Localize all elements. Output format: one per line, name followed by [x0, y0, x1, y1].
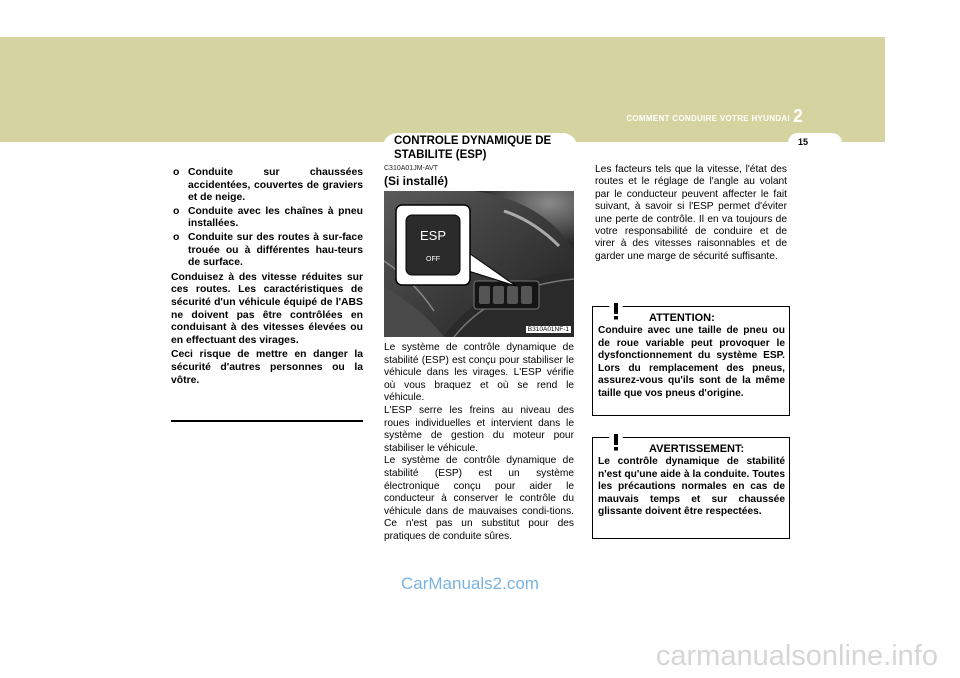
bullet-marker: o [173, 167, 180, 178]
page-gutter [885, 37, 960, 678]
subheading: (Si installé) [384, 174, 449, 188]
warning-triangle-icon [601, 427, 631, 453]
list-item [171, 206, 363, 231]
reference-code: C310A01JM-AVT [384, 165, 438, 172]
page-number: 15 [798, 137, 809, 147]
paragraph: Le système de contrôle dynamique de stabilité (ESP) est un système électronique conçu pour aider le conducteur à conserver le contrôle du véhicule dans de mauvaises condi-tions. Ce n'est pas un substitut pour des pratiques de conduite sûres. [384, 455, 574, 542]
left-column [171, 167, 363, 422]
switch-panel [474, 281, 539, 309]
dashboard-illustration [384, 191, 574, 337]
warning-body: Le contrôle dynamique de stabilité n'est qu'une aide à la conduite. Toutes les précautions normales en cas de mauvais temps et sur chaussée glissante doivent être respectées. [598, 456, 785, 518]
esp-off-button [406, 215, 460, 275]
warning-paragraph: Ceci risque de mettre en danger la sécurité d'autres personnes ou la vôtre. [171, 349, 363, 386]
attention-box [592, 306, 790, 416]
warning-title: AVERTISSEMENT: [649, 443, 745, 455]
page-tab [788, 133, 842, 153]
warning-triangle-icon [601, 296, 631, 322]
chapter-number: 2 [792, 106, 803, 126]
header-band [0, 37, 885, 142]
footer-watermark-bar [0, 638, 960, 678]
watermark-link[interactable]: CarManuals2.com [401, 574, 539, 593]
list-item [171, 232, 363, 270]
list-item-text: Conduite sur des routes à sur-face trouée ou à différentes hau-teurs de surface. [188, 231, 363, 269]
section-title: CONTROLE DYNAMIQUE DE STABILITE (ESP) [394, 135, 552, 161]
esp-button-label: ESP [419, 228, 447, 243]
esp-description [384, 342, 574, 544]
attention-title: ATTENTION: [649, 312, 715, 324]
bullet-marker: o [173, 205, 180, 217]
esp-switch-photo [384, 191, 574, 337]
chapter-title: COMMENT CONDUIRE VOTRE HYUNDAI [626, 114, 790, 123]
paragraph: Le système de contrôle dynamique de stabilité (ESP) est conçu pour stabiliser le véhicule dans les virages. L'ESP vérifie où vous braquez et où se rend le véhicule. [384, 342, 574, 404]
warning-paragraph: Conduisez à des vitesse réduites sur ces routes. Les caractéristiques de sécurité d'un véhicule équipé de l'ABS ne doivent pas être contrôlées en conduisant à des vitesses élevées ou en effectuant des virages. [171, 271, 363, 346]
list-item [171, 167, 363, 205]
list-item-text: Conduite sur chaussées accidentées, couvertes de graviers et de neige. [188, 167, 363, 204]
bullet-marker: o [173, 231, 180, 243]
attention-body: Conduire avec une taille de pneu ou de roue variable peut provoquer le dysfonctionnement du système ESP. Lors du remplacement des pneus, assurez-vous qu'ils sont de la même taille que vos pneus d'origine. [598, 325, 785, 399]
warning-box [592, 437, 790, 539]
esp-button-sublabel: OFF [426, 256, 440, 263]
paragraph: Les facteurs tels que la vitesse, l'état des routes et le réglage de l'angle au volant par le conducteur peuvent affecter le fait suivant, à savoir si l'ESP permet d'éviter une perte de contrôle. Il en va toujours de votre responsabilité de conduire et de virer à des vitesses raisonnables et de garder une marge de sécurité suffisante. [595, 164, 787, 262]
list-item-text: Conduite avec les chaînes à pneu installées. [188, 205, 363, 230]
paragraph: L'ESP serre les freins au niveau des roues individuelles et intervient dans le système de gestion du moteur pour stabiliser le véhicule. [384, 404, 574, 454]
figure-code: B310A01NF-1 [527, 326, 569, 333]
footer-watermark[interactable]: carmanualsonline.info [655, 640, 938, 672]
